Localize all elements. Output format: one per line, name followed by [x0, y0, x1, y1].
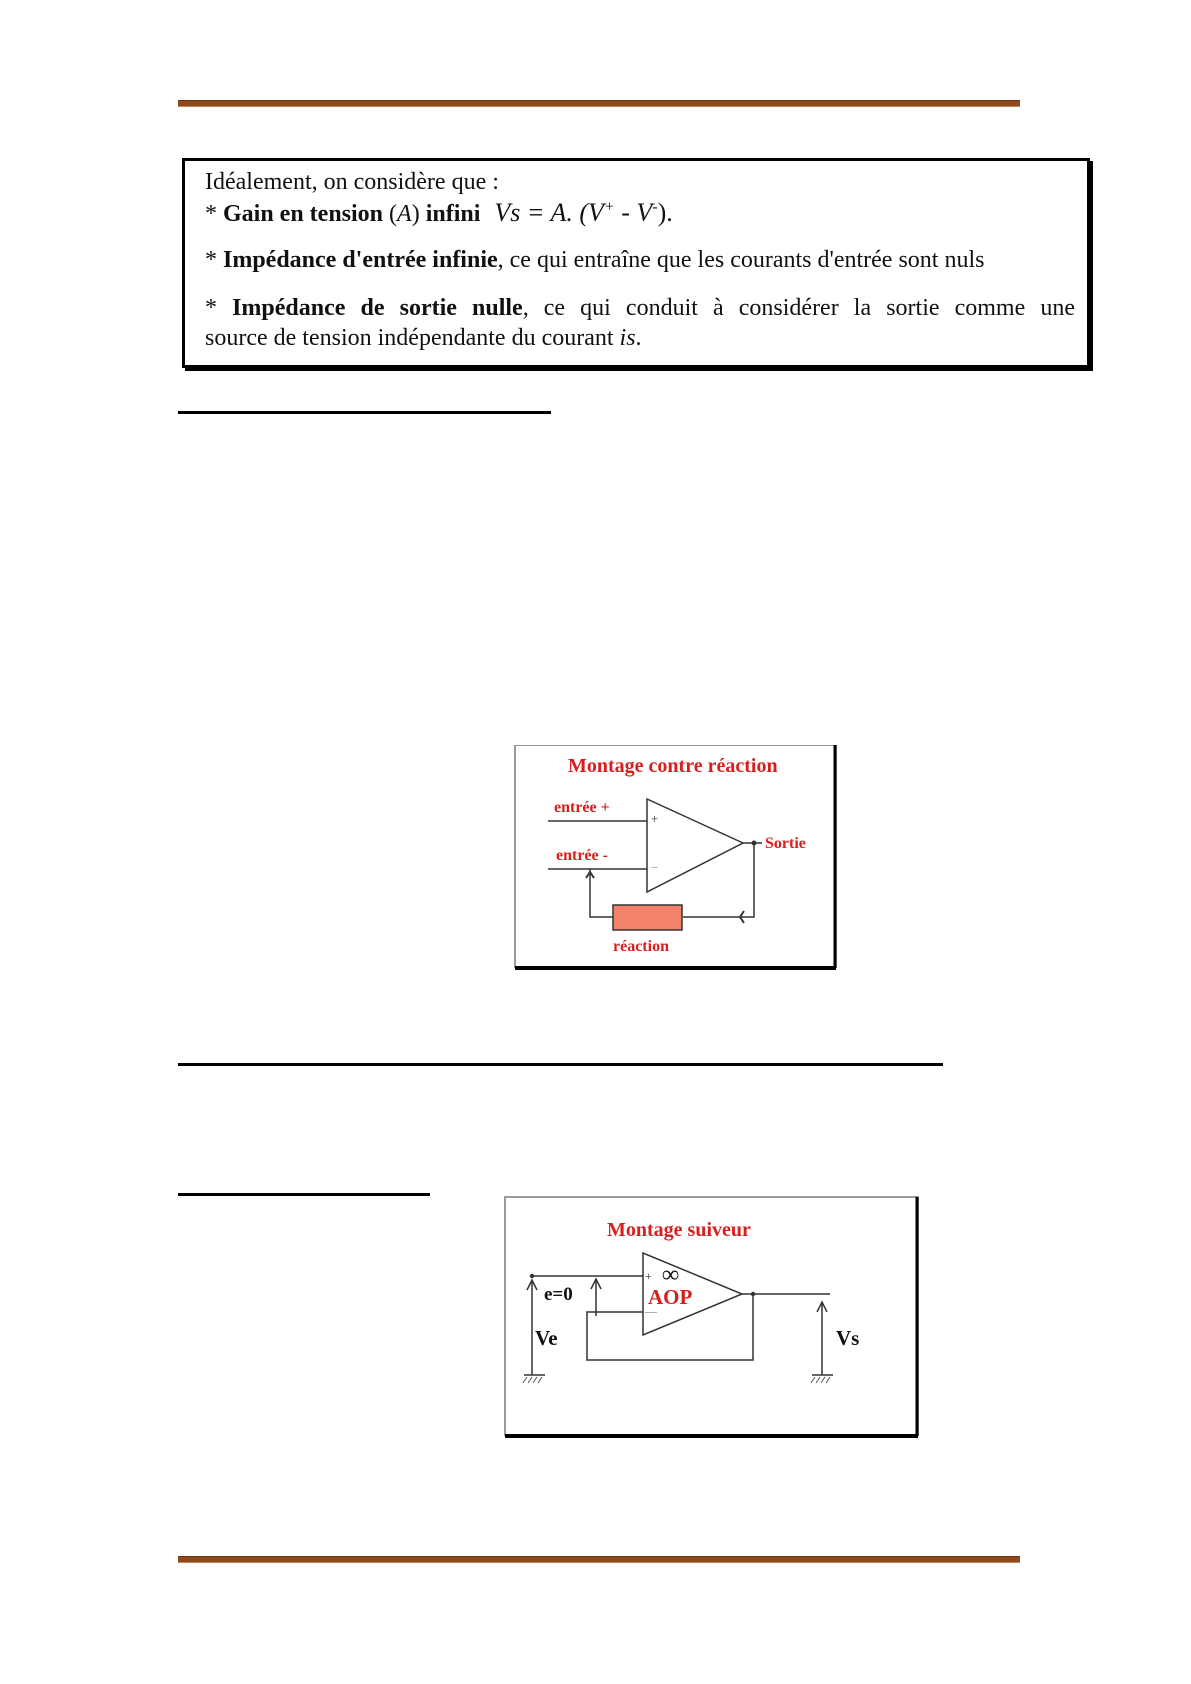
aop-plus-sign: + — [645, 1269, 652, 1283]
opamp-plus-sign: + — [651, 811, 659, 826]
follower-figure — [500, 1195, 925, 1445]
feedback-title: Montage contre réaction — [568, 755, 778, 777]
label-input-plus: entrée + — [554, 799, 610, 816]
output-impedance-line-2: source de tension indépendante du courant is. — [205, 325, 642, 351]
label-feedback: réaction — [613, 938, 669, 955]
label-output: Sortie — [765, 835, 806, 852]
label-ve: Ve — [535, 1326, 558, 1350]
feedback-diagram — [510, 745, 845, 975]
aop-minus-sign: — — [645, 1304, 657, 1318]
gain-formula: Vs = A. (V+ - V-). — [494, 198, 673, 227]
section-underline-3 — [178, 1193, 430, 1196]
feedback-resistor — [613, 905, 682, 930]
ve-node — [530, 1274, 534, 1278]
label-e: e=0 — [544, 1284, 573, 1305]
section-underline-2 — [178, 1063, 943, 1066]
output-impedance-line: * Impédance de sortie nulle, ce qui conduit à considérer la sortie comme une — [205, 295, 1075, 321]
label-vs: Vs — [836, 1326, 860, 1350]
ideal-aop-definition-box — [182, 158, 1090, 368]
input-impedance-line: * Impédance d'entrée infinie, ce qui entraîne que les courants d'entrée sont nuls — [205, 247, 985, 273]
footer-rule — [178, 1556, 1020, 1563]
gain-line: * Gain en tension (A) infini Vs = A. (V+ - V-). — [205, 198, 673, 227]
follower-title: Montage suiveur — [607, 1219, 751, 1241]
opamp-minus-sign: − — [651, 860, 659, 875]
header-rule — [178, 100, 1020, 107]
label-input-minus: entrée - — [556, 847, 608, 864]
definition-intro: Idéalement, on considère que : — [205, 169, 499, 195]
infinity-symbol: ∞ — [662, 1262, 680, 1288]
section-underline-1 — [178, 411, 551, 414]
label-aop: AOP — [648, 1285, 693, 1309]
feedback-figure — [510, 745, 845, 975]
follower-diagram — [500, 1195, 925, 1445]
